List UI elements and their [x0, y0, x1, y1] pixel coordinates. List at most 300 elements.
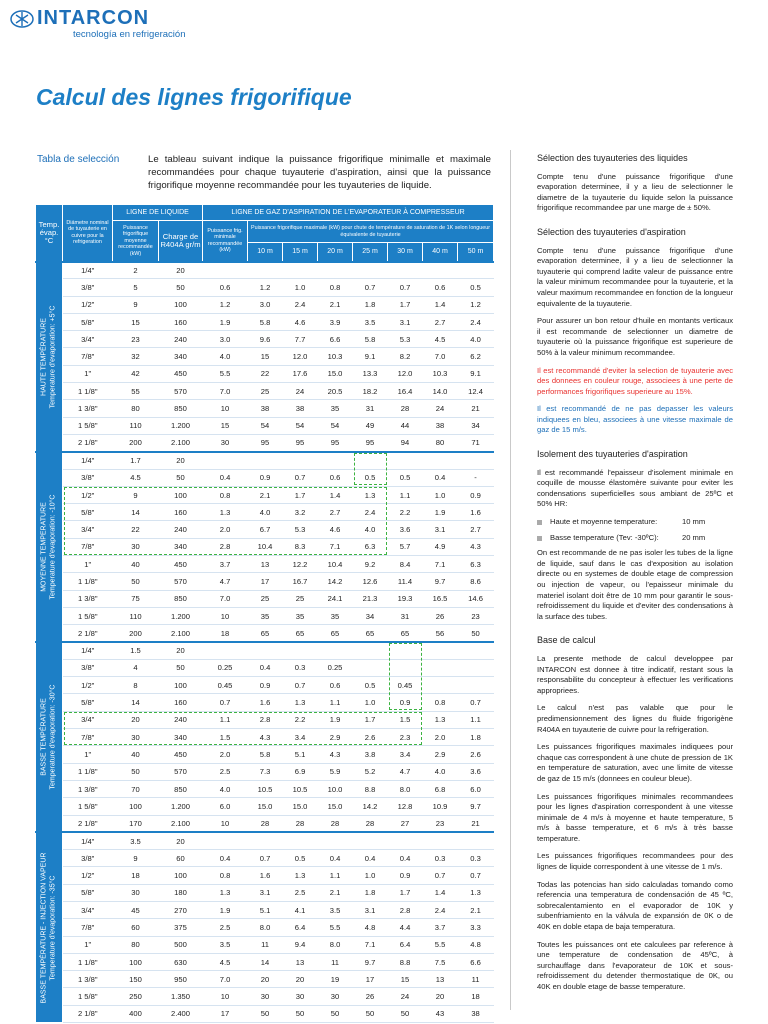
cell-gas-max: 6.6 [458, 953, 494, 970]
cell-gas-max: 4.8 [458, 936, 494, 953]
cell-gas-max: 13 [283, 953, 318, 970]
cell-gas-max: 7.1 [353, 936, 388, 953]
cell-gas-max: 31 [388, 607, 423, 624]
cell-gas-max: 26 [353, 988, 388, 1005]
cell-diameter: 7/8" [63, 919, 113, 936]
cell-diameter: 2 1/8" [63, 1005, 113, 1022]
cell-liquid-power: 14 [113, 694, 159, 711]
cell-diameter: 5/8" [63, 884, 113, 901]
bullet-low [537, 533, 733, 544]
cell-diameter: 2 1/8" [63, 815, 113, 832]
paragraph-base-5: Les puissances frigorifiques recommandees pour des lignes de liquide correspondent à une vitesse de 1 m/s. [537, 851, 733, 872]
cell-gas-max: 25 [283, 590, 318, 607]
cell-gas-max: 24 [283, 383, 318, 400]
cell-gas-max: 12.0 [283, 348, 318, 365]
cell-diameter: 1" [63, 556, 113, 573]
table-row [36, 884, 494, 901]
section-subtitle: Temperature d'evaporation: -35°C [49, 875, 56, 981]
cell-gas-max: 38 [283, 400, 318, 417]
cell-gas-max: 2.5 [283, 884, 318, 901]
cell-gas-max: 11 [318, 953, 353, 970]
cell-gas-max: 10.5 [248, 780, 283, 797]
cell-gas-max: 24 [423, 400, 458, 417]
cell-gas-max: 0.5 [353, 469, 388, 486]
cell-liquid-power: 5 [113, 279, 159, 296]
cell-gas-max: 3.1 [423, 521, 458, 538]
cell-gas-max: 1.3 [283, 867, 318, 884]
cell-gas-min: 7.0 [203, 971, 248, 988]
cell-gas-min: 1.1 [203, 711, 248, 728]
cell-gas-max: 1.4 [423, 296, 458, 313]
cell-gas-max: 0.4 [423, 469, 458, 486]
cell-gas-max: 5.1 [283, 746, 318, 763]
cell-gas-max [248, 642, 283, 659]
cell-charge: 850 [159, 780, 203, 797]
cell-gas-max: 0.7 [458, 694, 494, 711]
cell-gas-max: 1.0 [353, 867, 388, 884]
header-diameter: Diámetre nominal de tuyauterie en cuivre pour la refrigeration [63, 205, 113, 262]
cell-liquid-power: 200 [113, 625, 159, 642]
cell-liquid-power: 32 [113, 348, 159, 365]
table-row [36, 296, 494, 313]
cell-gas-min: 30 [203, 434, 248, 451]
cell-gas-max: 1.4 [423, 884, 458, 901]
cell-charge: 850 [159, 590, 203, 607]
cell-gas-max [353, 659, 388, 676]
cell-diameter: 3/4" [63, 521, 113, 538]
cell-charge: 850 [159, 400, 203, 417]
cell-gas-max: 14.2 [318, 573, 353, 590]
cell-gas-max: 28 [388, 400, 423, 417]
cell-gas-min [203, 642, 248, 659]
cell-gas-max: 95 [248, 434, 283, 451]
cell-gas-max [423, 452, 458, 469]
cell-gas-min: 0.25 [203, 659, 248, 676]
cell-gas-max: 24 [388, 988, 423, 1005]
cell-gas-max: 0.7 [248, 850, 283, 867]
cell-liquid-power: 2 [113, 262, 159, 279]
cell-gas-max: 3.1 [388, 313, 423, 330]
cell-gas-max: 28 [318, 815, 353, 832]
cell-charge: 240 [159, 521, 203, 538]
cell-gas-max: 20.5 [318, 383, 353, 400]
cell-diameter: 5/8" [63, 694, 113, 711]
cell-diameter: 1/2" [63, 486, 113, 503]
cell-gas-max: 50 [283, 1005, 318, 1022]
cell-gas-max: 0.3 [458, 850, 494, 867]
cell-gas-max: 12.0 [388, 365, 423, 382]
cell-gas-max: 11 [248, 936, 283, 953]
cell-gas-max: 5.7 [388, 538, 423, 555]
cell-gas-max: 9.1 [353, 348, 388, 365]
header-length: 25 m [353, 243, 388, 262]
cell-gas-max: 22 [248, 365, 283, 382]
cell-gas-max: 5.9 [318, 763, 353, 780]
brand-tagline: tecnología en refrigeración [73, 29, 186, 40]
cell-gas-max: 50 [248, 1005, 283, 1022]
cell-liquid-power: 100 [113, 953, 159, 970]
cell-diameter: 1 1/8" [63, 953, 113, 970]
cell-gas-max: 21.3 [353, 590, 388, 607]
table-row [36, 279, 494, 296]
cell-gas-max: 21 [458, 815, 494, 832]
cell-diameter: 1" [63, 746, 113, 763]
cell-gas-max: 4.1 [283, 901, 318, 918]
cell-gas-max: 9.7 [458, 798, 494, 815]
cell-gas-max: 1.0 [283, 279, 318, 296]
header-length: 15 m [283, 243, 318, 262]
table-row [36, 383, 494, 400]
cell-diameter: 1 3/8" [63, 590, 113, 607]
cell-gas-max: 1.3 [353, 486, 388, 503]
cell-gas-max: 18.2 [353, 383, 388, 400]
section-title: HAUTE TEMPÉRATURE [40, 317, 48, 396]
cell-gas-max: 0.6 [318, 469, 353, 486]
cell-charge: 20 [159, 452, 203, 469]
cell-charge: 240 [159, 711, 203, 728]
cell-gas-max: 65 [248, 625, 283, 642]
cell-charge: 450 [159, 746, 203, 763]
cell-gas-max: - [458, 469, 494, 486]
cell-diameter: 1/4" [63, 642, 113, 659]
cell-gas-max [388, 659, 423, 676]
cell-gas-min: 5.5 [203, 365, 248, 382]
cell-gas-max: 24.1 [318, 590, 353, 607]
cell-diameter: 1 5/8" [63, 417, 113, 434]
cell-gas-max [423, 677, 458, 694]
cell-gas-max: 31 [353, 400, 388, 417]
cell-gas-max: 0.7 [423, 867, 458, 884]
cell-gas-min: 0.4 [203, 469, 248, 486]
cell-liquid-power: 4.5 [113, 469, 159, 486]
cell-gas-max: 1.7 [388, 884, 423, 901]
cell-gas-max: 0.6 [318, 677, 353, 694]
table-row [36, 936, 494, 953]
cell-gas-max: 38 [458, 1005, 494, 1022]
cell-gas-max: 5.1 [248, 901, 283, 918]
cell-gas-max: 9.4 [283, 936, 318, 953]
cell-charge: 450 [159, 556, 203, 573]
cell-gas-max [388, 832, 423, 849]
cell-gas-min: 4.5 [203, 953, 248, 970]
cell-gas-max: 0.9 [388, 867, 423, 884]
cell-gas-max: 15 [248, 348, 283, 365]
page-title: Calcul des lignes frigorifique [36, 84, 352, 110]
cell-gas-max: 80 [423, 434, 458, 451]
cell-liquid-power: 80 [113, 936, 159, 953]
cell-charge: 500 [159, 936, 203, 953]
right-column [537, 153, 733, 1000]
cell-diameter: 1/2" [63, 296, 113, 313]
cell-gas-max: 2.4 [458, 313, 494, 330]
cell-gas-max: 0.7 [388, 279, 423, 296]
bullet-high-medium [537, 517, 733, 528]
table-row [36, 417, 494, 434]
header-charge: Charge de R404A gr/m [159, 221, 203, 262]
heading-base: Base de calcul [537, 635, 596, 646]
cell-gas-max: 16.4 [388, 383, 423, 400]
cell-gas-max: 2.4 [423, 901, 458, 918]
cell-gas-max: 44 [388, 417, 423, 434]
section-label-cell [36, 452, 63, 642]
cell-gas-max: 38 [423, 417, 458, 434]
paragraph-red-warning: Il est recommandé d'eviter la selection de tuyauterie avec des donnees en couleur rouge, associees à une perte de performances frigorifiques superieure au 15%. [537, 365, 733, 396]
cell-gas-min: 1.9 [203, 313, 248, 330]
cell-gas-min: 1.3 [203, 884, 248, 901]
cell-gas-max: 2.6 [458, 746, 494, 763]
table-row [36, 642, 494, 659]
cell-gas-max: 13 [423, 971, 458, 988]
cell-diameter: 1 1/8" [63, 383, 113, 400]
cell-diameter: 1 3/8" [63, 400, 113, 417]
cell-gas-max: 11.4 [388, 573, 423, 590]
cell-gas-max: 0.8 [318, 279, 353, 296]
cell-gas-max: 2.8 [388, 901, 423, 918]
cell-gas-max: 8.3 [283, 538, 318, 555]
paragraph-insulation-2: On est recommande de ne pas isoler les tubes de la ligne de liquide, sauf dans le cas d'exposition au isolation directe ou en systemes de double etage de compression ou injection de vapeur, ou l'epaisseur minimale du materiel isolant doit être de 10 mm pour garantir le sous-refroidissement du liquide et d'eviter des condensations à la surface des tubes. [537, 548, 733, 621]
cell-gas-max: 71 [458, 434, 494, 451]
table-row [36, 348, 494, 365]
cell-gas-max: 12.6 [353, 573, 388, 590]
paragraph-blue-note: Il est recommandé de ne pas depasser les valeurs indiquees en bleu, associees à une vitesse maximale de gaz de 15 m/s. [537, 404, 733, 435]
cell-gas-max: 4.3 [248, 729, 283, 746]
cell-liquid-power: 9 [113, 296, 159, 313]
cell-gas-max: 65 [353, 625, 388, 642]
cell-diameter: 3/8" [63, 469, 113, 486]
cell-gas-min: 18 [203, 625, 248, 642]
cell-liquid-power: 15 [113, 313, 159, 330]
cell-gas-max: 6.4 [388, 936, 423, 953]
cell-charge: 340 [159, 729, 203, 746]
cell-diameter: 3/4" [63, 331, 113, 348]
cell-gas-max: 3.5 [318, 901, 353, 918]
cell-gas-min: 2.0 [203, 521, 248, 538]
cell-gas-max: 3.9 [318, 313, 353, 330]
cell-gas-max: 0.4 [248, 659, 283, 676]
cell-gas-max: 2.9 [423, 746, 458, 763]
cell-diameter: 1 5/8" [63, 798, 113, 815]
section-title: BASSE TEMPÉRATURE - INJECTION VAPEUR [40, 852, 48, 1004]
cell-gas-max: 13.3 [353, 365, 388, 382]
cell-gas-max: 54 [248, 417, 283, 434]
cell-gas-max: 6.2 [458, 348, 494, 365]
cell-gas-min: 1.9 [203, 901, 248, 918]
cell-gas-max: 28 [248, 815, 283, 832]
cell-gas-max: 0.9 [458, 486, 494, 503]
cell-gas-max: 4.0 [353, 521, 388, 538]
table-row [36, 729, 494, 746]
cell-gas-max: 50 [353, 1005, 388, 1022]
table-row [36, 659, 494, 676]
cell-liquid-power: 30 [113, 884, 159, 901]
cell-gas-max: 2.3 [388, 729, 423, 746]
cell-gas-max: 8.2 [388, 348, 423, 365]
cell-gas-max: 0.5 [458, 279, 494, 296]
cell-charge: 50 [159, 469, 203, 486]
cell-gas-min [203, 832, 248, 849]
cell-gas-max: 19.3 [388, 590, 423, 607]
cell-diameter: 2 1/8" [63, 625, 113, 642]
cell-gas-max: 1.6 [248, 694, 283, 711]
cell-charge: 1.200 [159, 417, 203, 434]
cell-gas-max: 4.0 [248, 504, 283, 521]
cell-charge: 1.200 [159, 607, 203, 624]
cell-gas-min: 10 [203, 815, 248, 832]
heading-insulation: Isolement des tuyauteries d'aspiration [537, 449, 688, 460]
cell-gas-max: 2.7 [318, 504, 353, 521]
cell-gas-max: 30 [248, 988, 283, 1005]
cell-gas-max: 2.2 [388, 504, 423, 521]
cell-gas-max: 0.9 [248, 677, 283, 694]
intro-paragraph: Le tableau suivant indique la puissance frigorifique minimalle et maximale recommandées pour chaque tuyauterie d'aspiration, ainsi que la puissance frigorifique moyenne recommandée pour les tuyauteries de liquide. [148, 154, 491, 191]
section-subtitle: Temperature d'evaporation: -10°C [49, 494, 56, 600]
cell-gas-max: 54 [283, 417, 318, 434]
cell-gas-max: 6.0 [458, 780, 494, 797]
cell-gas-max: 23 [458, 607, 494, 624]
cell-gas-min: 1.2 [203, 296, 248, 313]
cell-gas-max: 1.3 [423, 711, 458, 728]
cell-charge: 100 [159, 677, 203, 694]
cell-charge: 570 [159, 573, 203, 590]
cell-gas-max: 1.1 [318, 694, 353, 711]
cell-charge: 50 [159, 279, 203, 296]
cell-charge: 20 [159, 832, 203, 849]
cell-gas-max: 2.8 [248, 711, 283, 728]
cell-gas-max: 38 [248, 400, 283, 417]
cell-gas-max [353, 832, 388, 849]
header-length: 50 m [458, 243, 494, 262]
cell-gas-max [283, 642, 318, 659]
cell-gas-max: 0.7 [458, 867, 494, 884]
cell-gas-max: 2.2 [283, 711, 318, 728]
cell-gas-max: 17 [353, 971, 388, 988]
cell-gas-max: 1.8 [458, 729, 494, 746]
cell-gas-max: 3.2 [283, 504, 318, 521]
header-temp: Temp. évap. °C [36, 205, 63, 262]
cell-gas-max: 2.9 [318, 729, 353, 746]
cell-liquid-power: 50 [113, 763, 159, 780]
cell-liquid-power: 40 [113, 556, 159, 573]
cell-gas-max: 4.0 [458, 331, 494, 348]
cell-gas-max: 10.3 [423, 365, 458, 382]
table-row [36, 763, 494, 780]
cell-gas-max: 1.7 [353, 711, 388, 728]
cell-charge: 270 [159, 901, 203, 918]
table-row [36, 538, 494, 555]
cell-gas-max: 14.2 [353, 798, 388, 815]
table-row [36, 971, 494, 988]
cell-liquid-power: 14 [113, 504, 159, 521]
cell-gas-max: 3.6 [458, 763, 494, 780]
cell-gas-max: 3.0 [248, 296, 283, 313]
cell-gas-max: 4.4 [388, 919, 423, 936]
cell-charge: 2.100 [159, 815, 203, 832]
paragraph-base-2: Le calcul n'est pas valable que pour le predimensionnement des lignes du fluide frigorigène R404A en tuyauterie de cuivre pour la refrigeration. [537, 703, 733, 734]
table-row [36, 780, 494, 797]
cell-gas-max: 10.4 [248, 538, 283, 555]
cell-liquid-power: 1.7 [113, 452, 159, 469]
cell-gas-max: 7.7 [283, 331, 318, 348]
bullet-square-icon [537, 520, 542, 525]
header-gas-line: LIGNE DE GAZ D'ASPIRATION DE L'EVAPORATEUR À COMPRESSEUR [203, 205, 494, 221]
cell-gas-max: 9.2 [353, 556, 388, 573]
cell-gas-max: 1.9 [423, 504, 458, 521]
cell-charge: 2.100 [159, 434, 203, 451]
paragraph-suction-2: Pour assurer un bon retour d'huile en montants verticaux il est recommande de selectionner un diametre de tuyauterie où la puissance frigorifique est superieure de 50% à la valeur minimum recommandee. [537, 316, 733, 357]
cell-charge: 340 [159, 538, 203, 555]
cell-gas-max: 16.5 [423, 590, 458, 607]
cell-gas-min: 4.0 [203, 780, 248, 797]
cell-gas-max: 25 [248, 590, 283, 607]
cell-gas-max: 0.45 [388, 677, 423, 694]
cell-gas-min: 1.5 [203, 729, 248, 746]
table-row [36, 590, 494, 607]
cell-gas-max: 1.3 [283, 694, 318, 711]
cell-gas-max [388, 452, 423, 469]
cell-gas-max: 5.5 [423, 936, 458, 953]
cell-gas-max: 20 [283, 971, 318, 988]
cell-gas-max [458, 452, 494, 469]
cell-gas-min: 10 [203, 988, 248, 1005]
header-gas-min: Puissance frig. minimale recommandée (kW) [203, 221, 248, 262]
cell-gas-max: 1.1 [318, 867, 353, 884]
cell-gas-max: 6.9 [283, 763, 318, 780]
cell-gas-max [423, 832, 458, 849]
cell-gas-max: 1.0 [353, 694, 388, 711]
cell-gas-max: 26 [423, 607, 458, 624]
paragraph-base-4: Les puissances frigorifiques minimales recommandees pour les lignes d'aspiration correspondent à une vitesse minimale de 4 m/s à moyenne et haute temperature, 5 m/s à basse temperature, et 6 m/s à très basse temperature. [537, 791, 733, 843]
cell-charge: 160 [159, 694, 203, 711]
cell-gas-max: 20 [423, 988, 458, 1005]
cell-gas-max: 14.6 [458, 590, 494, 607]
table-row [36, 607, 494, 624]
bullet-value: 10 mm [682, 517, 706, 527]
paragraph-base-3: Les puissances frigorifiques maximales indiquees pour chaque cas correspondent à une chute de pression de 1K en temperature de saturation, avec une limite de vitesse de gaz de 15 m/s (donnees en couleur bleue). [537, 742, 733, 783]
cell-diameter: 1/4" [63, 452, 113, 469]
cell-charge: 2.100 [159, 625, 203, 642]
cell-gas-max [318, 452, 353, 469]
cell-charge: 100 [159, 486, 203, 503]
cell-gas-max: 6.6 [318, 331, 353, 348]
cell-gas-max: 1.2 [248, 279, 283, 296]
table-row [36, 400, 494, 417]
cell-charge: 160 [159, 313, 203, 330]
cell-gas-max: 5.3 [388, 331, 423, 348]
cell-liquid-power: 20 [113, 711, 159, 728]
cell-gas-max: 0.4 [353, 850, 388, 867]
cell-liquid-power: 4 [113, 659, 159, 676]
cell-gas-max: 2.0 [423, 729, 458, 746]
cell-gas-max [248, 262, 283, 279]
cell-gas-max: 1.6 [458, 504, 494, 521]
table-row [36, 988, 494, 1005]
cell-gas-max: 2.4 [283, 296, 318, 313]
cell-gas-max: 7.0 [423, 348, 458, 365]
cell-gas-max: 9.1 [458, 365, 494, 382]
cell-gas-max: 43 [423, 1005, 458, 1022]
cell-gas-max: 2.7 [423, 313, 458, 330]
table-row [36, 867, 494, 884]
table-row [36, 331, 494, 348]
cell-gas-max: 50 [318, 1005, 353, 1022]
cell-charge: 20 [159, 642, 203, 659]
section-title: BASSE TEMPÉRATURE [40, 698, 48, 776]
header-liquid-power: Puissance frigorifique moyenne recommandée (kW) [113, 221, 159, 262]
table-row [36, 486, 494, 503]
cell-gas-max: 3.1 [353, 901, 388, 918]
cell-charge: 375 [159, 919, 203, 936]
section-label: Tabla de selección [37, 154, 120, 165]
